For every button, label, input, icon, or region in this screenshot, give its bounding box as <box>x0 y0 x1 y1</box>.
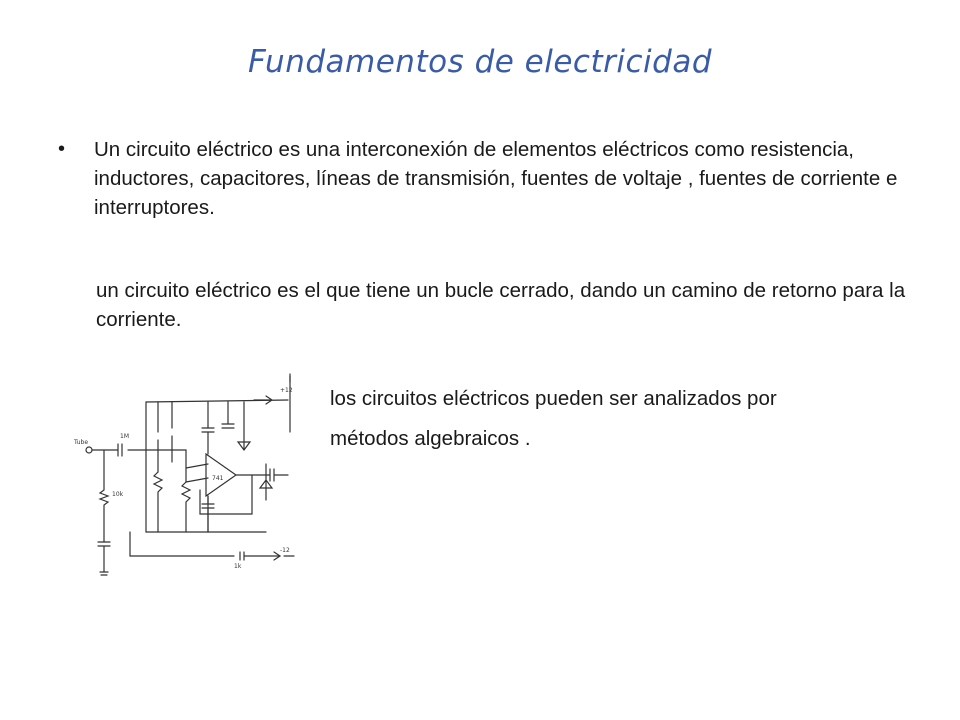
label-1k: 1k <box>234 563 242 570</box>
circuit-wires <box>86 374 294 575</box>
bullet-icon: • <box>58 138 66 160</box>
paragraph-analysis-line-1: los circuitos eléctricos pueden ser analizados por <box>330 387 777 410</box>
circuit-diagram-icon <box>58 372 298 582</box>
label-1m: 1M <box>120 433 129 440</box>
paragraph-closed-loop: un circuito eléctrico es el que tiene un bucle cerrado, dando un camino de retorno para la corriente. <box>96 279 906 331</box>
paragraph-definition: Un circuito eléctrico es una interconexión de elementos eléctricos como resistencia, inductores, capacitores, líneas de transmisión, fuentes de voltaje , fuentes de corriente e interruptores. <box>94 138 898 219</box>
slide-title: Fundamentos de electricidad <box>247 44 712 80</box>
label-tube: Tube <box>74 439 89 446</box>
paragraph-analysis-line-2: métodos algebraicos . <box>330 427 531 450</box>
circuit-sketch-image <box>58 372 298 582</box>
label-10k: 10k <box>112 491 124 498</box>
label-plus12: +12 <box>280 387 293 394</box>
label-minus12: -12 <box>280 547 290 554</box>
label-741: 741 <box>212 475 224 482</box>
